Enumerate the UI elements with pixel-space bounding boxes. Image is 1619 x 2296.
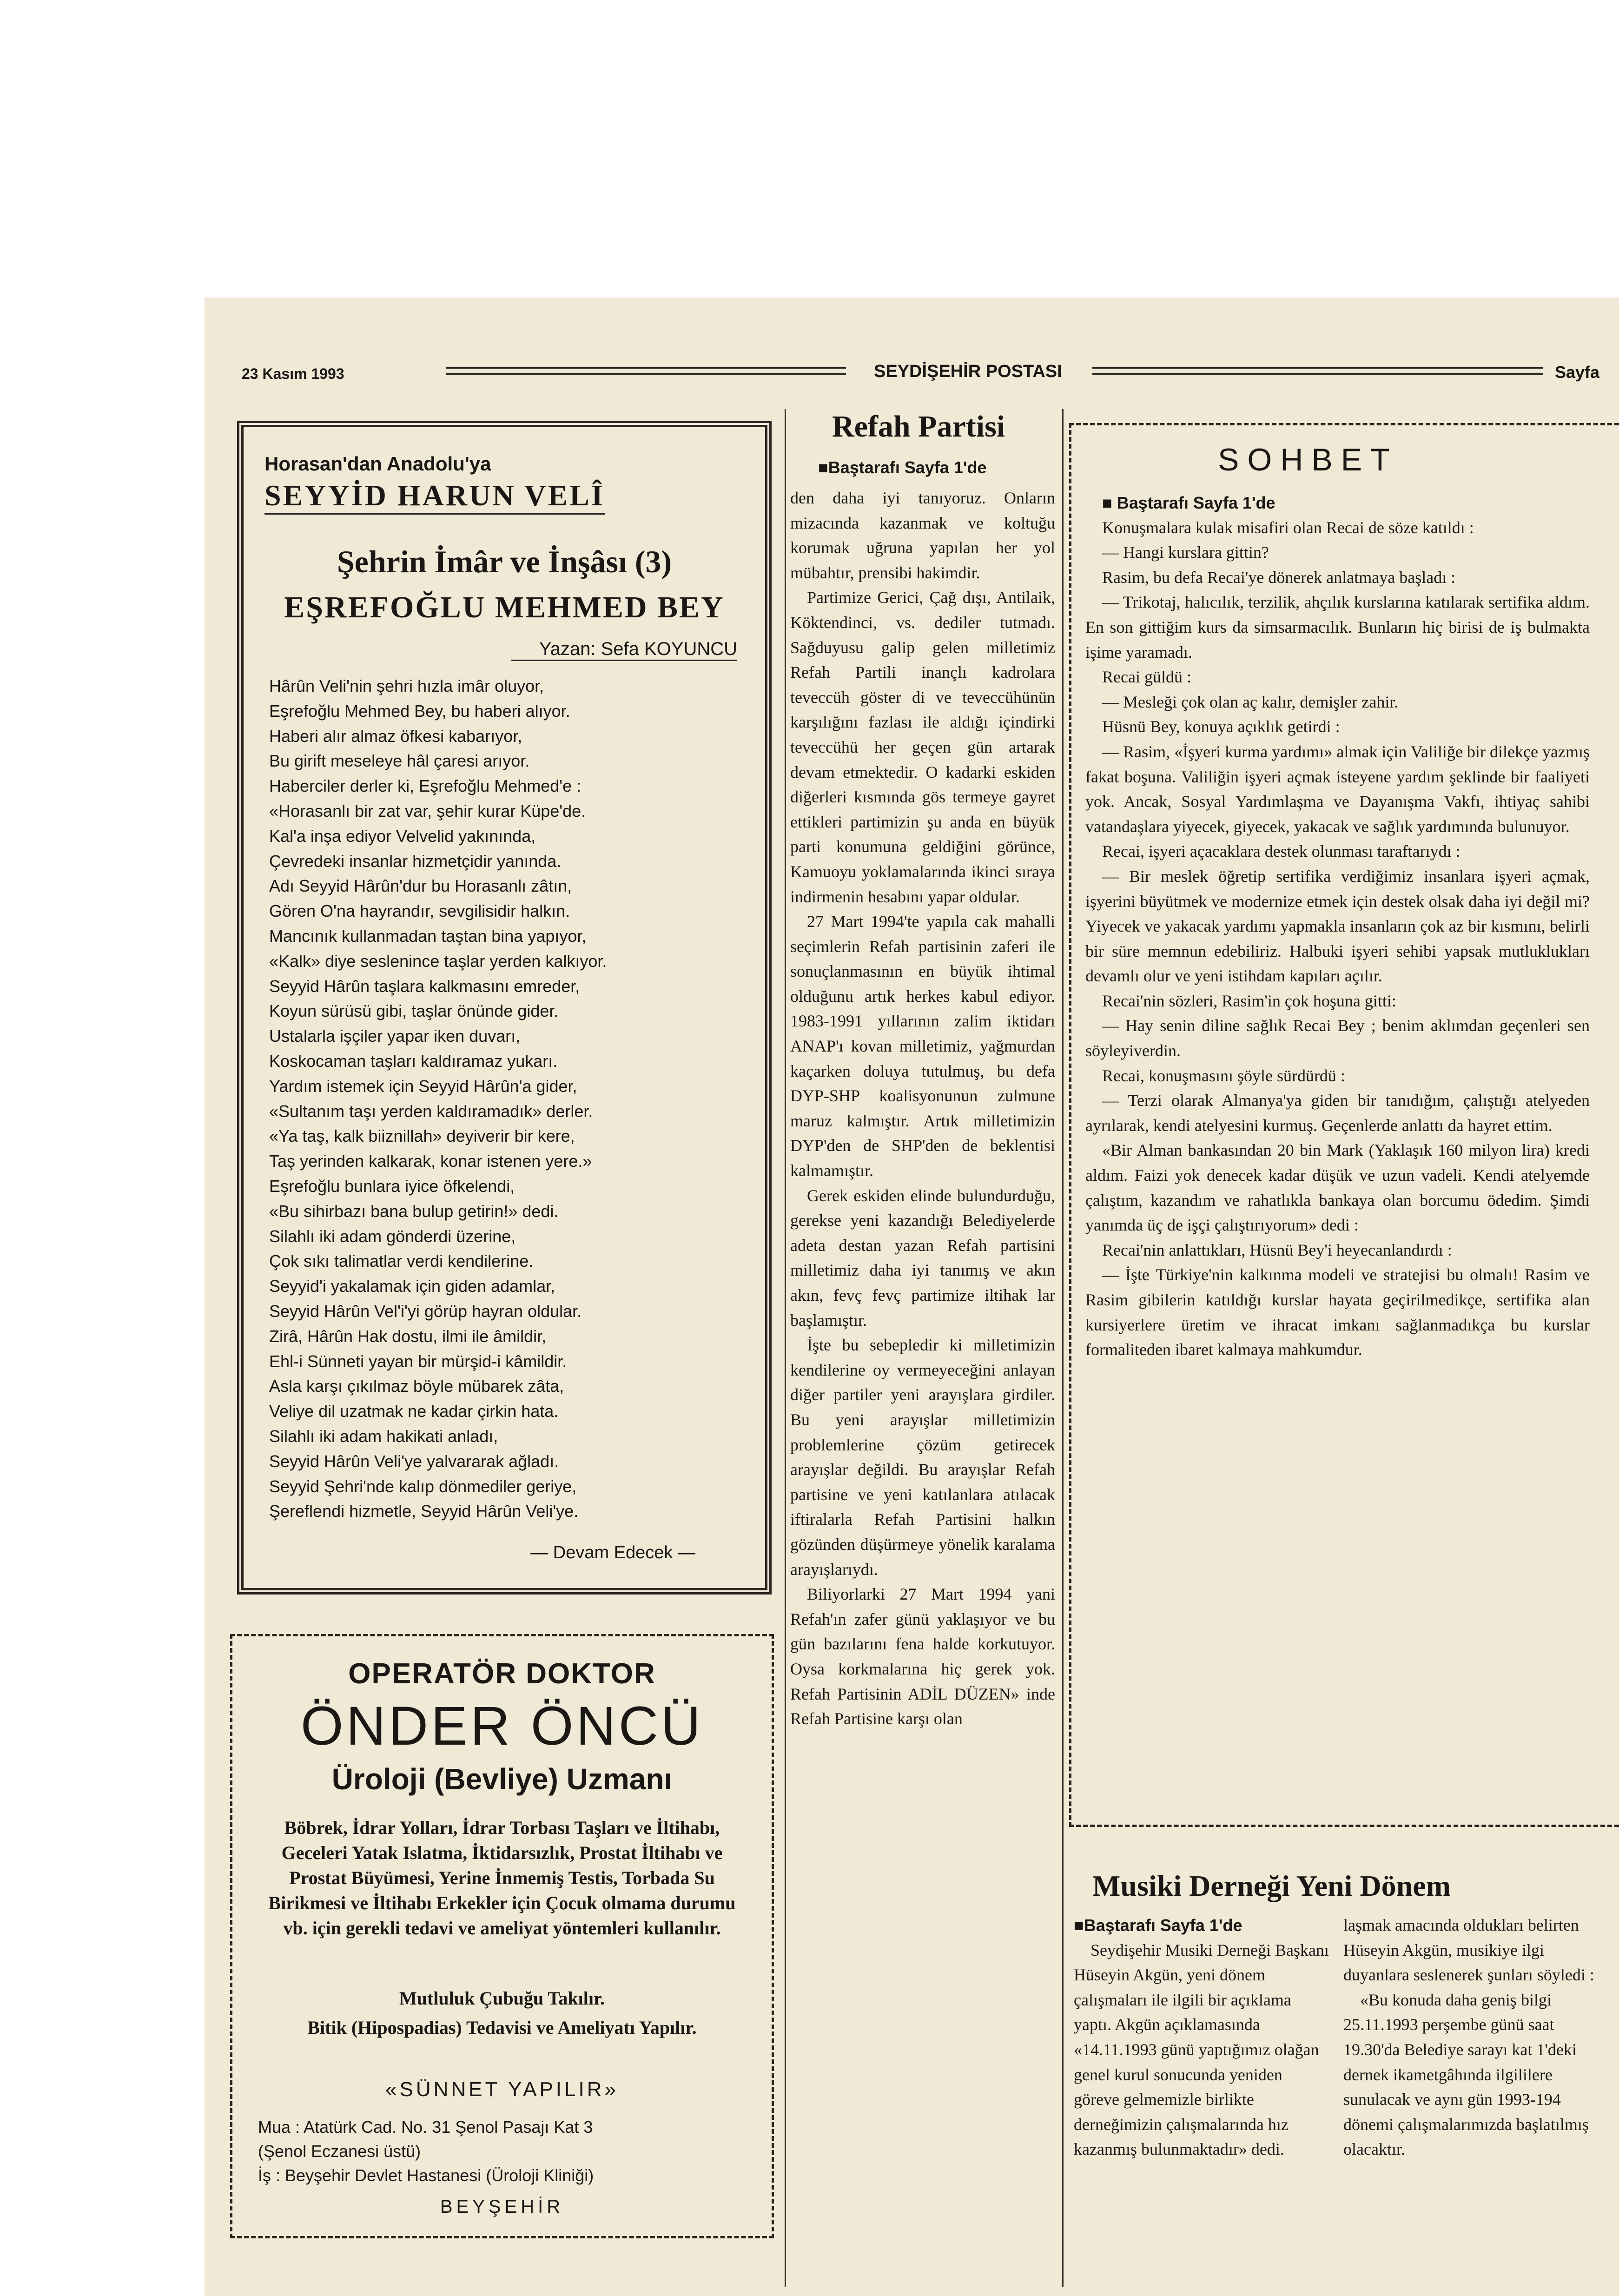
- sohbet-continued: ■ Baştarafı Sayfa 1'de: [1102, 493, 1275, 512]
- article-paragraph: Recai güldü :: [1102, 668, 1191, 687]
- sohbet-body: [1085, 490, 1590, 1363]
- issue-date: 23 Kasım 1993: [242, 365, 344, 382]
- article-paragraph: Gerek eskiden elinde bulundurduğu, gerekse yeni kazandığı Belediyelerde adeta destan yazan Refah partisini milletimiz daha iyi tanımış ve akın akın, fevç fevç partimize iltihak lar başlamıştır.: [790, 1186, 1055, 1330]
- poem-line: Ehl-i Sünneti yayan bir mürşid-i kâmildir.: [269, 1351, 567, 1371]
- article-paragraph: Biliyorlarki 27 Mart 1994 yani Refah'ın zafer günü yaklaşıyor ve bu gün bazılarını fena halde korkutuyor. Oysa korkmalarına hiç gerek yok. Refah Partisinin ADİL DÜZEN» inde Refah Partisine karşı olan: [790, 1585, 1055, 1728]
- poem-line: Haberi alır almaz öfkesi kabarıyor,: [269, 726, 522, 746]
- poem-line: Seyyid Şehri'nde kalıp dönmediler geriye,: [269, 1476, 577, 1496]
- article-paragraph: 27 Mart 1994'te yapıla cak mahalli seçimlerin Refah partisinin zaferi ile sonuçlanmasının en büyük ihtimal olduğunu artık herkes kabul ediyor. 1983-1991 yıllarının zalim iktidarı ANAP'ı kovan milletimiz, yağmurdan kaçarken doluya tutulmuş, bu defa DYP-SHP koalisyonunun zulmune maruz kalmıştır. Artık milletimizin DYP'den de SHP'den de beklentisi kalmamıştır.: [790, 912, 1055, 1180]
- poem-line: Seyyid Hârûn taşlara kalkmasını emreder,: [269, 976, 580, 996]
- poem-line: «Kalk» diye seslenince taşlar yerden kalkıyor.: [269, 951, 607, 971]
- ad-address-line: Mua : Atatürk Cad. No. 31 Şenol Pasajı Kat 3: [258, 2117, 593, 2137]
- poem-line: Koyun sürüsü gibi, taşlar önünde gider.: [269, 1001, 559, 1021]
- poem-author: Yazan: Sefa KOYUNCU: [511, 639, 737, 661]
- poem-line: Eşrefoğlu bunlara iyice öfkelendi,: [269, 1176, 515, 1196]
- article-paragraph: Recai, işyeri açacaklara destek olunması taraftarıydı :: [1102, 842, 1460, 861]
- poem-line: Seyyid'i yakalamak için giden adamlar,: [269, 1277, 555, 1296]
- poem-line: Bu girift meseleye hâl çaresi arıyor.: [269, 751, 530, 771]
- poem-line: Veliye dil uzatmak ne kadar çirkin hata.: [269, 1402, 559, 1421]
- poem-subtitle: EŞREFOĞLU MEHMED BEY: [284, 590, 725, 624]
- article-paragraph: İşte bu sebepledir ki milletimizin kendilerine oy vermeyeceğini anlayan diğer partiler yeni arayışlara girdiler. Bu yeni arayışlar milletimizin problemlerine çözüm getirecek arayışlar değildi. Bu arayışlar Refah partisine ve yeni katılanlara atılacak iftiralarla Refah Partisini halkın gözünden düşürmeye yönelik karalama arayışlarıydı.: [790, 1336, 1055, 1579]
- poem-line: Hârûn Veli'nin şehri hızla imâr oluyor,: [269, 676, 544, 695]
- ad-specialty: Üroloji (Bevliye) Uzmanı: [331, 1762, 673, 1796]
- poem-kicker: Horasan'dan Anadolu'ya: [264, 453, 491, 475]
- article-paragraph: «Bir Alman bankasından 20 bin Mark (Yaklaşık 160 milyon lira) kredi aldım. Faizi yok denecek kadar düşük ve uzun vadeli. Kendi atelyemde çalıştım, kazandım ve rahatlıkla bankaya olan borcumu ödedim. Şimdi yanımda üç de işçi çalıştırıyorum» dedi :: [1085, 1141, 1590, 1235]
- ad-address-line: (Şenol Eczanesi üstü): [258, 2142, 421, 2161]
- article-paragraph: Seydişehir Musiki Derneği Başkanı Hüseyin Akgün, yeni dönem çalışmaları ile ilgili bir açıklama yaptı. Akgün açıklamasında «14.11.1993 günü yaptığımız olağan genel kurul sonucunda yeniden göreve gelmemizle birlikte derneğimizin çalışmalarında hız kazanmış bulunmaktadır» dedi.: [1074, 1940, 1329, 2159]
- article-paragraph: Recai'nin sözleri, Rasim'in çok hoşuna gitti:: [1102, 991, 1396, 1010]
- ad-address: [258, 2115, 760, 2188]
- doctor-ad: [230, 1634, 774, 2238]
- ad-doctor-name: ÖNDER ÖNCÜ: [300, 1695, 704, 1757]
- article-paragraph: «Bu konuda daha geniş bilgi 25.11.1993 perşembe günü saat 19.30'da Belediye sarayı kat 1'deki dernek ikametgâhında ilgililere sunulacak ve aynı gün 1993-194 dönemi çalışmalarımızda başlatılmış olacaktır.: [1343, 1990, 1589, 2159]
- ad-address-line: İş : Beyşehir Devlet Hastanesi (Üroloji Kliniği): [258, 2166, 594, 2185]
- article-paragraph: laşmak amacında oldukları belirten Hüseyin Akgün, musikiye ilgi duyanlara seslenerek şunları söyledi :: [1343, 1916, 1594, 1985]
- article-paragraph: Konuşmalara kulak misafiri olan Recai de söze katıldı :: [1102, 518, 1474, 537]
- poem-line: Yardım istemek için Seyyid Hârûn'a gider,: [269, 1076, 577, 1096]
- poem-line: Gören O'na hayrandır, sevgilisidir halkın.: [269, 901, 570, 921]
- poem-line: Seyyid Hârûn Vel'i'yi görüp hayran oldular.: [269, 1301, 582, 1321]
- article-paragraph: Rasim, bu defa Recai'ye dönerek anlatmaya başladı :: [1102, 568, 1456, 587]
- poem-line: Şereflendi hizmetle, Seyyid Hârûn Veli'ye.: [269, 1502, 579, 1521]
- ad-circumcision: «SÜNNET YAPILIR»: [385, 2078, 619, 2101]
- article-paragraph: — Hay senin diline sağlık Recai Bey ; benim aklımdan geçenleri sen söyleyiverdin.: [1085, 1016, 1590, 1060]
- poem-line: Taş yerinden kalkarak, konar istenen yere.»: [269, 1151, 592, 1171]
- article-paragraph: — Hangi kurslara gittin?: [1102, 543, 1269, 562]
- poem-line: Adı Seyyid Hârûn'dur bu Horasanlı zâtın,: [269, 876, 572, 896]
- ad-city: BEYŞEHİR: [440, 2197, 564, 2217]
- article-paragraph: Recai, konuşmasını şöyle sürdürdü :: [1102, 1066, 1345, 1085]
- column-rule: [785, 409, 786, 2287]
- article-paragraph: — Bir meslek öğretip sertifika verdiğimiz insanlara işyeri açmak, işyerini büyütmek ve modernize etmek için destek olsak daha iyi değil mi? Yiyecek ve yakacak yardımı yapmakla insanların çok az bir kısmını, belirli bir süre memnun edebiliriz. Halbuki işyeri sehibi yapsak mutluklukları devamlı olur ve yeni istihdam kapıları açılır.: [1085, 867, 1590, 986]
- article-paragraph: — Terzi olarak Almanya'ya giden bir tanıdığım, çalıştığı atelyeden ayrılarak, kendi atelyesini kurmuş. Geçenlerde anlattı da hayret ettim.: [1085, 1091, 1590, 1135]
- page-label: Sayfa: [1555, 363, 1600, 382]
- poem-line: «Horasanlı bir zat var, şehir kurar Küpe'de.: [269, 801, 586, 820]
- refah-article-body: [790, 486, 1055, 2276]
- poem-line: «Bu sihirbazı bana bulup getirin!» dedi.: [269, 1201, 559, 1221]
- ad-title: OPERATÖR DOKTOR: [348, 1658, 656, 1690]
- refah-headline: Refah Partisi: [832, 410, 1005, 443]
- article-paragraph: — Rasim, «İşyeri kurma yardımı» almak için Valiliğe bir dilekçe yazmış fakat boşuna. Valiliğin işyeri açmak isteyene yardım şeklinde bir faaliyeti yok. Ancak, Sosyal Yardımlaşma ve Dayanışma Vakfı, ihtiyaç sahibi vatandaşlara yiyecek, giyecek, yakacak ve sağlık yardımında bulunuyor.: [1085, 742, 1590, 836]
- poem-continued: — Devam Edecek —: [530, 1543, 695, 1562]
- poem-line: Silahlı iki adam gönderdi üzerine,: [269, 1226, 516, 1246]
- ad-service-note: Mutluluk Çubuğu Takılır.: [399, 1988, 605, 2009]
- musiki-column-right: [1343, 1913, 1604, 2162]
- article-paragraph: Recai'nin anlattıkları, Hüsnü Bey'i heyecanlandırdı :: [1102, 1240, 1452, 1259]
- musiki-continued: ■Baştarafı Sayfa 1'de: [1074, 1916, 1242, 1935]
- poem-line: Koskocaman taşları kaldıramaz yukarı.: [269, 1051, 558, 1071]
- poem-line: Mancınık kullanmadan taştan bina yapıyor,: [269, 926, 587, 946]
- musiki-headline: Musiki Derneği Yeni Dönem: [1092, 1869, 1451, 1902]
- poem-line: Kal'a inşa ediyor Velvelid yakınında,: [269, 826, 536, 846]
- article-paragraph: — İşte Türkiye'nin kalkınma modeli ve stratejisi bu olmalı! Rasim ve Rasim gibilerin katıldığı kurslar hayata geçirilmedikçe, sertifika alan kursiyerlere üretim ve ihracat imkanı sağlanmadıkça bu kurslar formaliteden ibaret kalmaya mahkumdur.: [1085, 1265, 1590, 1359]
- poem-line: Eşrefoğlu Mehmed Bey, bu haberi alıyor.: [269, 701, 570, 721]
- poem-title: Şehrin İmâr ve İnşâsı (3): [337, 544, 672, 579]
- poem-line: Çevredeki insanlar hizmetçidir yanında.: [269, 851, 562, 871]
- poem-article: [237, 421, 772, 1595]
- poem-line: Asla karşı çıkılmaz böyle mübarek zâta,: [269, 1376, 564, 1396]
- ad-service-note: Bitik (Hipospadias) Tedavisi ve Ameliyatı Yapılır.: [307, 2017, 697, 2038]
- poem-line: Zirâ, Hârûn Hak dostu, ilmi ile âmildir,: [269, 1326, 547, 1346]
- sohbet-title: SOHBET: [1218, 442, 1398, 477]
- poem-line: Silahlı iki adam hakikati anladı,: [269, 1426, 498, 1446]
- newspaper-name: SEYDİŞEHİR POSTASI: [874, 362, 1062, 381]
- article-paragraph: Hüsnü Bey, konuya açıklık getirdi :: [1102, 717, 1340, 736]
- refah-continued: ■Baştarafı Sayfa 1'de: [818, 458, 987, 477]
- article-paragraph: den daha iyi tanıyoruz. Onların mizacında kazanmak ve koltuğu korumak uğruna yapılan her yol mübahtır, prensibi hakimdir.: [790, 489, 1055, 582]
- column-rule: [1062, 409, 1064, 2287]
- poem-line: «Sultanım taşı yerden kaldıramadık» derler.: [269, 1101, 593, 1121]
- poem-line: Çok sıkı talimatlar verdi kendilerine.: [269, 1251, 534, 1271]
- poem-line: Seyyid Hârûn Veli'ye yalvararak ağladı.: [269, 1451, 559, 1471]
- poem-subject: SEYYİD HARUN VELÎ: [264, 478, 605, 515]
- article-paragraph: — Mesleği çok olan aç kalır, demişler zahir.: [1102, 692, 1399, 711]
- poem-line: Ustalarla işçiler yapar iken duvarı,: [269, 1026, 521, 1046]
- ad-services: Böbrek, İdrar Yolları, İdrar Torbası Taşları ve İltihabı, Geceleri Yatak Islatma, İktidarsızlık, Prostat İltihabı ve Prostat Büyümesi, Yerine İnmemiş Testis, Torbada Su Birikmesi ve İltihabı Erkekler için Çocuk olmama durumu vb. için gerekli tedavi ve ameliyat yöntemleri kullanılır.: [268, 1817, 736, 1939]
- article-paragraph: — Trikotaj, halıcılık, terzilik, ahçılık kurslarına katılarak sertifika aldım. En son gittiğim kurs da simsarmacılık. Bunların hiç birisi de iş bulmakta işime yaramadı.: [1085, 593, 1590, 662]
- poem-lines: [269, 674, 748, 1524]
- musiki-column-left: [1074, 1913, 1332, 2162]
- article-paragraph: Partimize Gerici, Çağ dışı, Antilaik, Köktendinci, vs. dediler tutmadı. Sağduyusu galip gelen milletimiz Refah Partili inançlı kadrolara teveccüh göster di ve teveccühünün karşılığını fazlası ile aldığı içindirki teveccühü her geçen gün artarak devam etmektedir. O kadarki eskiden diğerleri kısmında gös termeye gayret ettikleri partimizin şu anda en büyük parti konumuna geldiğini görünce, Kamuoyu yoklamalarında ikinci sıraya indirmenin hesabını yapar oldular.: [790, 588, 1055, 906]
- header-rule-right: [1092, 367, 1543, 375]
- poem-line: «Ya taş, kalk biiznillah» deyiverir bir kere,: [269, 1126, 575, 1146]
- poem-line: Haberciler derler ki, Eşrefoğlu Mehmed'e :: [269, 776, 582, 796]
- header-rule-left: [446, 367, 846, 375]
